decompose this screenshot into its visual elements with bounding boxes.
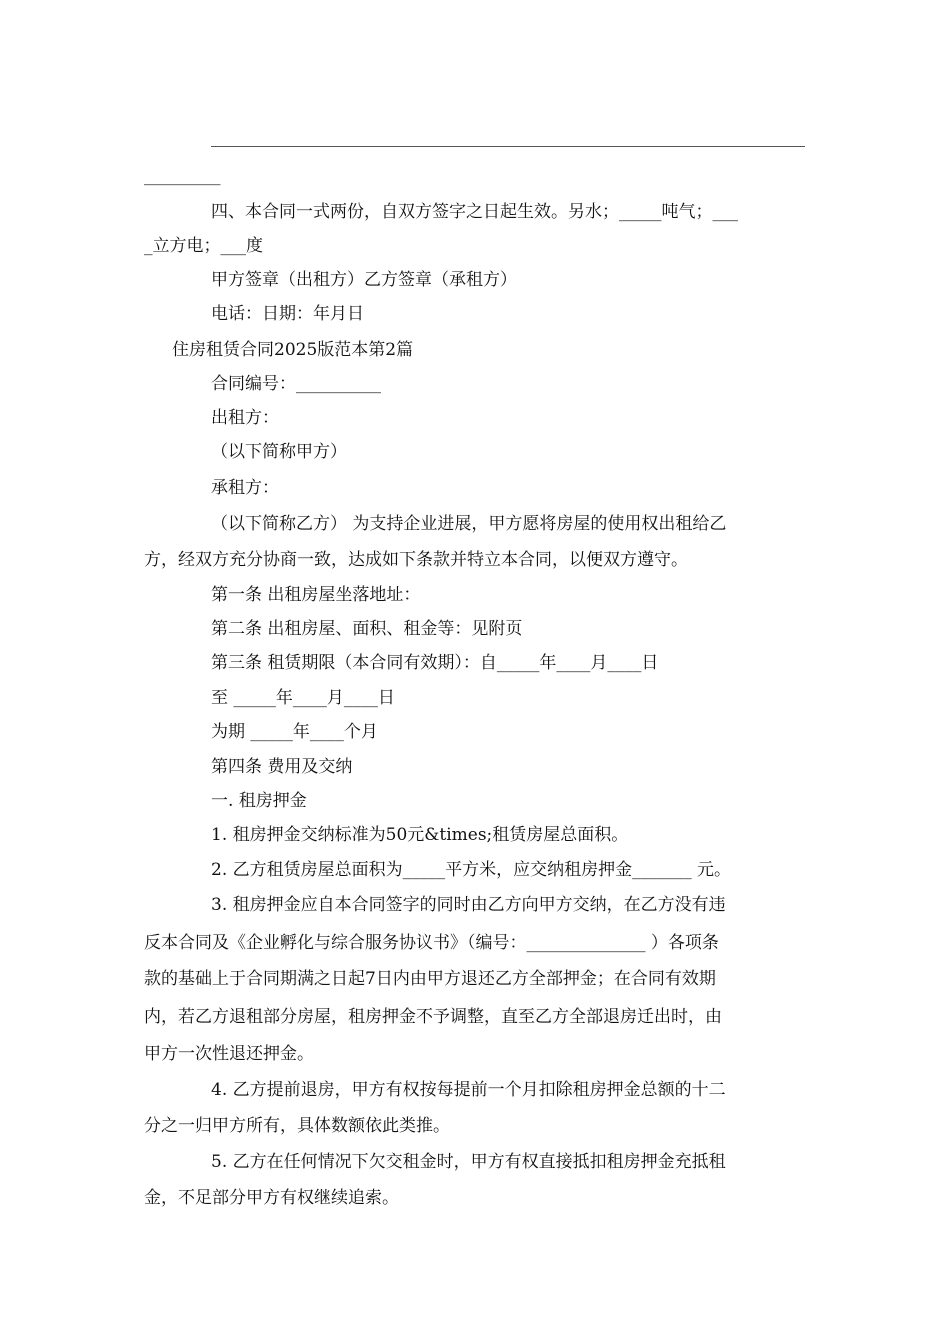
party-a-note: （以下简称甲方） xyxy=(211,442,347,462)
section-title: 住房租赁合同2025版范本第2篇 xyxy=(172,340,414,360)
intro-line-2: 方，经双方充分协商一致，达成如下条款并特立本合同，以便双方遵守。 xyxy=(144,550,688,570)
deposit-item-5-line-1: 5. 乙方在任何情况下欠交租金时，甲方有权直接抵扣租房押金充抵租 xyxy=(211,1152,726,1172)
deposit-item-1: 1. 租房押金交纳标准为50元&times;租赁房屋总面积。 xyxy=(211,825,629,845)
article-three: 第三条 租赁期限（本合同有效期）：自_____年____月____日 xyxy=(211,653,659,673)
top-separator-rule xyxy=(211,146,805,147)
deposit-item-3-line-1: 3. 租房押金应自本合同签字的同时由乙方向甲方交纳，在乙方没有违 xyxy=(211,895,726,915)
deposit-item-4-line-2: 分之一归甲方所有，具体数额依此类推。 xyxy=(144,1116,450,1136)
deposit-item-3-line-4: 内，若乙方退租部分房屋，租房押金不予调整，直至乙方全部退房迁出时，由 xyxy=(144,1007,722,1027)
lessor-line: 出租方： xyxy=(211,408,279,428)
term-duration-line: 为期 _____年____个月 xyxy=(211,722,378,742)
deposit-item-5-line-2: 金，不足部分甲方有权继续追索。 xyxy=(144,1188,399,1208)
contract-number-line: 合同编号：__________ xyxy=(211,374,381,394)
deposit-item-4-line-1: 4. 乙方提前退房，甲方有权按每提前一个月扣除租房押金总额的十二 xyxy=(211,1080,726,1100)
signature-line: 甲方签章（出租方）乙方签章（承租方） xyxy=(211,270,517,290)
article-four: 第四条 费用及交纳 xyxy=(211,757,353,777)
phone-date-line: 电话：日期：年月日 xyxy=(211,304,364,324)
intro-line-1: （以下简称乙方） 为支持企业进展，甲方愿将房屋的使用权出租给乙 xyxy=(211,514,727,534)
deposit-item-3-line-5: 甲方一次性退还押金。 xyxy=(144,1044,314,1064)
deposit-item-3-line-2: 反本合同及《企业孵化与综合服务协议书》（编号：______________ ）各项条 xyxy=(144,933,719,953)
deposit-heading: 一. 租房押金 xyxy=(211,791,307,811)
deposit-item-3-line-3: 款的基础上于合同期满之日起7日内由甲方退还乙方全部押金；在合同有效期 xyxy=(144,969,716,989)
article-one: 第一条 出租房屋坐落地址： xyxy=(211,585,421,605)
lessee-line: 承租方： xyxy=(211,478,279,498)
clause-four-line-2: _立方电；___度 xyxy=(144,236,263,256)
term-end-line: 至 _____年____月____日 xyxy=(211,688,395,708)
article-two: 第二条 出租房屋、面积、租金等：见附页 xyxy=(211,619,523,639)
clause-four-line-1: 四、本合同一式两份，自双方签字之日起生效。另水；_____吨气；___ xyxy=(211,202,738,222)
deposit-item-2: 2. 乙方租赁房屋总面积为_____平方米，应交纳租房押金_______ 元。 xyxy=(211,860,732,880)
separator-tail: _________ xyxy=(144,166,221,186)
